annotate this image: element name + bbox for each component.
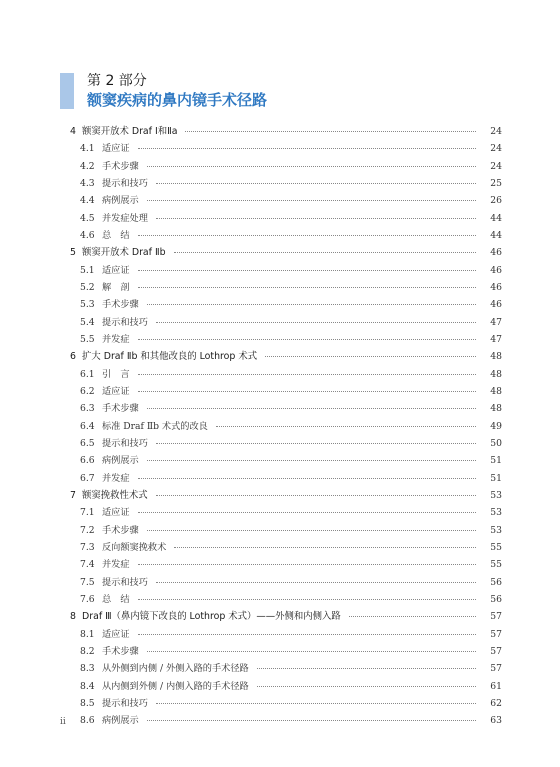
- table-of-contents: [70, 123, 502, 729]
- toc-entry-page: 63: [490, 715, 502, 727]
- toc-entry-number: 5.5: [80, 333, 95, 345]
- toc-entry-number: 6: [70, 351, 76, 363]
- toc-entry-page: 56: [490, 593, 502, 605]
- toc-entry-title: 反向额窦挽救术: [102, 541, 167, 553]
- toc-entry-page: 24: [490, 143, 502, 155]
- toc-section-row: [70, 695, 502, 712]
- toc-entry-number: 5.2: [80, 281, 95, 293]
- toc-entry-page: 57: [490, 628, 502, 640]
- toc-entry-title: 解 剖: [102, 281, 130, 293]
- toc-entry-number: 7.2: [80, 524, 95, 536]
- toc-entry-title: 从内侧到外侧 / 内侧入路的手术径路: [102, 680, 249, 692]
- toc-entry-number: 6.4: [80, 420, 95, 432]
- toc-entry-page: 55: [490, 541, 502, 553]
- toc-entry-title: 手术步骤: [102, 403, 139, 415]
- toc-entry-title: 从外侧到内侧 / 外侧入路的手术径路: [102, 663, 249, 675]
- toc-section-row: [70, 314, 502, 331]
- toc-entry-title: 手术步骤: [102, 299, 139, 311]
- toc-entry-title: 适应证: [102, 507, 130, 519]
- part-accent-bar: [60, 73, 74, 109]
- toc-section-row: [70, 643, 502, 660]
- toc-entry-title: 扩大 Draf Ⅱb 和其他改良的 Lothrop 术式: [82, 351, 258, 363]
- toc-entry-page: 49: [490, 420, 502, 432]
- toc-section-row: [70, 140, 502, 157]
- toc-dot-leader: [147, 460, 476, 461]
- toc-entry-page: 24: [490, 160, 502, 172]
- toc-entry-title: 总 结: [102, 593, 130, 605]
- toc-dot-leader: [138, 634, 476, 635]
- toc-entry-page: 57: [490, 611, 502, 623]
- toc-entry-page: 25: [490, 177, 502, 189]
- toc-entry-number: 4.2: [80, 160, 95, 172]
- toc-section-row: [70, 296, 502, 313]
- toc-section-row: [70, 712, 502, 729]
- toc-entry-number: 7.5: [80, 576, 95, 588]
- toc-entry-title: 适应证: [102, 385, 130, 397]
- toc-section-row: [70, 435, 502, 452]
- toc-dot-leader: [156, 183, 476, 184]
- toc-chapter-row: [70, 244, 502, 261]
- toc-dot-leader: [138, 564, 476, 565]
- toc-entry-title: 手术步骤: [102, 524, 139, 536]
- toc-section-row: [70, 210, 502, 227]
- toc-dot-leader: [349, 616, 476, 617]
- toc-entry-page: 53: [490, 524, 502, 536]
- toc-dot-leader: [174, 252, 476, 253]
- toc-entry-page: 61: [490, 680, 502, 692]
- toc-dot-leader: [156, 582, 476, 583]
- toc-entry-number: 5.3: [80, 299, 95, 311]
- toc-entry-page: 57: [490, 645, 502, 657]
- toc-dot-leader: [216, 426, 476, 427]
- toc-entry-number: 4.5: [80, 212, 95, 224]
- toc-dot-leader: [138, 512, 476, 513]
- toc-entry-number: 8.3: [80, 663, 95, 675]
- toc-section-row: [70, 556, 502, 573]
- toc-section-row: [70, 678, 502, 695]
- toc-dot-leader: [147, 408, 476, 409]
- toc-section-row: [70, 400, 502, 417]
- toc-entry-page: 57: [490, 663, 502, 675]
- toc-entry-number: 7: [70, 489, 76, 501]
- toc-entry-page: 44: [490, 212, 502, 224]
- toc-entry-title: 适应证: [102, 264, 130, 276]
- toc-section-row: [70, 227, 502, 244]
- toc-entry-page: 46: [490, 247, 502, 259]
- toc-entry-page: 56: [490, 576, 502, 588]
- toc-entry-title: 提示和技巧: [102, 437, 148, 449]
- toc-entry-number: 6.3: [80, 403, 95, 415]
- toc-entry-number: 4.6: [80, 229, 95, 241]
- toc-section-row: [70, 262, 502, 279]
- toc-entry-title: 适应证: [102, 143, 130, 155]
- toc-section-row: [70, 418, 502, 435]
- toc-entry-number: 7.6: [80, 593, 95, 605]
- toc-entry-title: 病例展示: [102, 455, 139, 467]
- toc-entry-number: 4.3: [80, 177, 95, 189]
- toc-dot-leader: [147, 200, 476, 201]
- toc-entry-title: 并发症处理: [102, 212, 148, 224]
- toc-entry-title: 引 言: [102, 368, 130, 380]
- toc-dot-leader: [156, 218, 476, 219]
- toc-entry-title: 提示和技巧: [102, 316, 148, 328]
- toc-chapter-row: [70, 487, 502, 504]
- toc-entry-title: 并发症: [102, 559, 130, 571]
- toc-dot-leader: [185, 131, 476, 132]
- toc-entry-title: Draf Ⅲ（鼻内镜下改良的 Lothrop 术式）——外侧和内侧入路: [82, 611, 341, 623]
- toc-entry-page: 53: [490, 507, 502, 519]
- toc-section-row: [70, 383, 502, 400]
- toc-dot-leader: [156, 322, 476, 323]
- toc-dot-leader: [138, 391, 476, 392]
- toc-entry-page: 48: [490, 351, 502, 363]
- toc-section-row: [70, 504, 502, 521]
- toc-entry-number: 5.1: [80, 264, 95, 276]
- toc-entry-number: 7.1: [80, 507, 95, 519]
- toc-entry-title: 标准 Draf Ⅱb 术式的改良: [102, 420, 208, 432]
- toc-entry-page: 51: [490, 472, 502, 484]
- toc-entry-number: 8.2: [80, 645, 95, 657]
- toc-entry-number: 6.1: [80, 368, 95, 380]
- toc-section-row: [70, 175, 502, 192]
- toc-section-row: [70, 660, 502, 677]
- toc-dot-leader: [138, 599, 476, 600]
- toc-entry-page: 26: [490, 195, 502, 207]
- toc-entry-number: 4.4: [80, 195, 95, 207]
- toc-entry-page: 24: [490, 126, 502, 137]
- toc-dot-leader: [138, 478, 476, 479]
- toc-entry-number: 8: [70, 611, 76, 623]
- toc-entry-page: 47: [490, 316, 502, 328]
- toc-section-row: [70, 539, 502, 556]
- toc-entry-page: 48: [490, 368, 502, 380]
- toc-entry-number: 6.7: [80, 472, 95, 484]
- toc-entry-title: 额窦开放术 Draf Ⅰ和Ⅱa: [82, 126, 178, 137]
- toc-entry-number: 6.2: [80, 385, 95, 397]
- toc-chapter-row: [70, 608, 502, 625]
- toc-entry-page: 55: [490, 559, 502, 571]
- toc-dot-leader: [138, 235, 476, 236]
- toc-dot-leader: [138, 287, 476, 288]
- toc-entry-title: 额窦挽救性术式: [82, 489, 148, 501]
- toc-section-row: [70, 591, 502, 608]
- toc-entry-title: 额窦开放术 Draf Ⅱb: [82, 247, 166, 259]
- toc-dot-leader: [265, 356, 476, 357]
- toc-entry-page: 47: [490, 333, 502, 345]
- toc-chapter-row: [70, 348, 502, 365]
- toc-section-row: [70, 522, 502, 539]
- toc-entry-title: 提示和技巧: [102, 697, 148, 709]
- toc-dot-leader: [147, 720, 476, 721]
- toc-entry-number: 4: [70, 126, 76, 137]
- toc-dot-leader: [138, 339, 476, 340]
- toc-entry-title: 并发症: [102, 333, 130, 345]
- toc-entry-number: 4.1: [80, 143, 95, 155]
- toc-entry-title: 适应证: [102, 628, 130, 640]
- toc-section-row: [70, 192, 502, 209]
- toc-entry-number: 8.5: [80, 697, 95, 709]
- toc-entry-title: 提示和技巧: [102, 576, 148, 588]
- toc-entry-number: 6.6: [80, 455, 95, 467]
- toc-entry-page: 53: [490, 489, 502, 501]
- toc-dot-leader: [156, 703, 476, 704]
- toc-entry-title: 手术步骤: [102, 645, 139, 657]
- toc-dot-leader: [147, 530, 476, 531]
- toc-section-row: [70, 470, 502, 487]
- toc-dot-leader: [156, 443, 476, 444]
- toc-dot-leader: [156, 495, 476, 496]
- toc-section-row: [70, 331, 502, 348]
- toc-chapter-row: [70, 123, 502, 140]
- toc-section-row: [70, 279, 502, 296]
- toc-dot-leader: [257, 686, 476, 687]
- toc-entry-title: 手术步骤: [102, 160, 139, 172]
- toc-section-row: [70, 366, 502, 383]
- toc-entry-page: 46: [490, 281, 502, 293]
- toc-entry-number: 8.1: [80, 628, 95, 640]
- toc-entry-title: 病例展示: [102, 715, 139, 727]
- toc-entry-number: 6.5: [80, 437, 95, 449]
- toc-dot-leader: [147, 304, 476, 305]
- toc-entry-title: 总 结: [102, 229, 130, 241]
- toc-dot-leader: [257, 668, 476, 669]
- toc-entry-number: 5: [70, 247, 76, 259]
- toc-entry-page: 50: [490, 437, 502, 449]
- toc-dot-leader: [138, 270, 476, 271]
- part-label: 第 2 部分: [87, 73, 147, 89]
- toc-dot-leader: [174, 547, 476, 548]
- toc-entry-page: 48: [490, 403, 502, 415]
- toc-section-row: [70, 452, 502, 469]
- toc-entry-title: 病例展示: [102, 195, 139, 207]
- toc-dot-leader: [138, 148, 476, 149]
- part-title: 额窦疾病的鼻内镜手术径路: [87, 91, 268, 109]
- toc-entry-title: 提示和技巧: [102, 177, 148, 189]
- toc-entry-number: 7.3: [80, 541, 95, 553]
- toc-entry-page: 46: [490, 299, 502, 311]
- toc-section-row: [70, 626, 502, 643]
- toc-entry-number: 7.4: [80, 559, 95, 571]
- toc-dot-leader: [147, 166, 476, 167]
- toc-entry-page: 62: [490, 697, 502, 709]
- toc-dot-leader: [138, 374, 476, 375]
- toc-entry-page: 48: [490, 385, 502, 397]
- footer-page-number: ii: [60, 717, 66, 727]
- toc-section-row: [70, 574, 502, 591]
- toc-entry-title: 并发症: [102, 472, 130, 484]
- toc-dot-leader: [147, 651, 476, 652]
- toc-section-row: [70, 158, 502, 175]
- toc-entry-number: 8.4: [80, 680, 95, 692]
- toc-entry-page: 51: [490, 455, 502, 467]
- toc-entry-number: 5.4: [80, 316, 95, 328]
- toc-entry-number: 8.6: [80, 715, 95, 727]
- toc-entry-page: 44: [490, 229, 502, 241]
- toc-entry-page: 46: [490, 264, 502, 276]
